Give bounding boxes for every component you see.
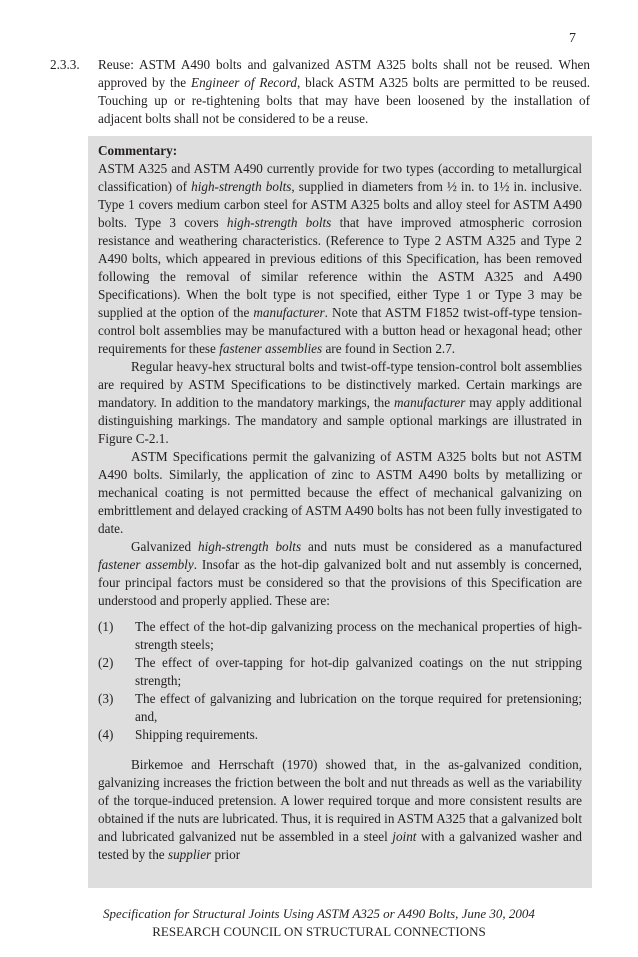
commentary-paragraph-2 [98,358,582,448]
section-text-rest: , black ASTM A325 bolts are permitted to be reused. Touching up or re-tightening bolts that may have been loosened by the installation of adjacent bolts shall not be considered to be a reuse. [98,75,590,126]
p1-term-d: fastener assemblies [219,341,323,356]
list-item [98,654,582,690]
p5-text-b: with a galvanized washer and tested by the [98,829,582,862]
factors-list [98,618,582,744]
section-text [98,56,590,128]
p5-text-c: prior [211,847,241,862]
p4-text-c: . Insofar as the hot-dip galvanized bolt and nut assembly is concerned, four principal factors must be considered so that the provisions of this Specification are understood and properly applied. These are: [98,557,582,608]
footer-document-title: Specification for Structural Joints Using ASTM A325 or A490 Bolts, June 30, 2004 [103,906,535,921]
p1-text-b: , supplied in diameters from ½ in. to 1½ in. inclusive. Type 1 covers medium carbon steel for ASTM A325 bolts and alloy steel for ASTM A490 bolts. Type 3 covers [98,179,582,230]
p4-text-a: Galvanized [131,539,198,554]
list-item-text: The effect of galvanizing and lubrication on the torque required for pretensioning; and, [135,691,582,724]
p2-term-a: manufacturer [394,395,466,410]
footer-organization: RESEARCH COUNCIL ON STRUCTURAL CONNECTIONS [152,924,486,939]
p1-text-d: . Note that ASTM F1852 twist-off-type tension-control bolt assemblies may be manufactured with a button head or hexagonal head; other requirements for these [98,305,582,356]
spacer [98,744,582,756]
list-item-number: (3) [98,691,114,706]
p4-term-b: fastener assembly [98,557,194,572]
p1-text-c: that have improved atmospheric corrosion resistance and weathering characteristics. (Reference to Type 2 ASTM A325 and Type 2 A490 bolts, which appeared in previous editions of this Specification, has been removed following the removal of similar reference within the ASTM A325 and A490 Specifications). When the bolt type is not specified, either Type 1 or Type 3 may be supplied at the option of the [98,215,582,320]
engineer-of-record-term: Engineer of Record [191,75,297,90]
p1-text-a: ASTM A325 and ASTM A490 currently provide for two types (according to metallurgical classification) of [98,161,582,194]
p1-term-b: high-strength bolts [226,215,332,230]
section-2-3-3 [50,56,590,128]
p2-text-b: may apply additional distinguishing markings. The mandatory and sample optional markings are illustrated in Figure C-2.1. [98,395,582,446]
p2-text-a: Regular heavy-hex structural bolts and twist-off-type tension-control bolt assemblies are required by ASTM Specifications to be distinctively marked. Certain markings are mandatory. In addition to the mandatory markings, the [98,359,582,410]
p4-text-b: and nuts must be considered as a manufactured [301,539,582,554]
list-item [98,690,582,726]
list-item-number: (4) [98,727,114,742]
section-number: 2.3.3. [50,57,80,72]
page-footer [0,905,638,941]
p1-term-c: manufacturer [253,305,325,320]
p4-term-a: high-strength bolts [197,539,302,554]
commentary-paragraph-4 [98,538,582,610]
section-text-lead: Reuse: ASTM A490 bolts and galvanized ASTM A325 bolts shall not be reused. When approved by the [98,57,590,90]
list-item [98,726,582,744]
commentary-paragraph-3: ASTM Specifications permit the galvanizing of ASTM A325 bolts but not ASTM A490 bolts. Similarly, the application of zinc to ASTM A490 bolts by metallizing or mechanical coating is not permitted because the effect of mechanical galvanizing on embrittlement and delayed cracking of ASTM A490 bolts has not been fully investigated to date. [98,449,582,536]
commentary-paragraph-5 [98,756,582,864]
commentary-box [88,136,592,888]
p5-text-a: Birkemoe and Herrschaft (1970) showed that, in the as-galvanized condition, galvanizing increases the friction between the bolt and nut threads as well as the variability of the torque-induced pretension. A lower required torque and more consistent results are obtained if the nuts are lubricated. Thus, it is required in ASTM A325 that a galvanized bolt and lubricated galvanized nut be assembled in a steel [98,757,582,844]
commentary-title: Commentary: [98,143,178,158]
p5-term-a: joint [392,829,417,844]
list-item-text: Shipping requirements. [135,727,259,742]
p5-term-b: supplier [167,847,212,862]
p1-term-a: high-strength bolts [191,179,292,194]
p1-text-e: are found in Section 2.7. [322,341,456,356]
list-item-text: The effect of the hot-dip galvanizing process on the mechanical properties of high-strength steels; [135,619,582,652]
list-item-text: The effect of over-tapping for hot-dip galvanized coatings on the nut stripping strength; [135,655,582,688]
commentary-paragraph-1 [98,160,582,358]
list-item-number: (2) [98,655,114,670]
list-item-number: (1) [98,619,114,634]
page-number: 7 [569,31,576,46]
list-item [98,618,582,654]
